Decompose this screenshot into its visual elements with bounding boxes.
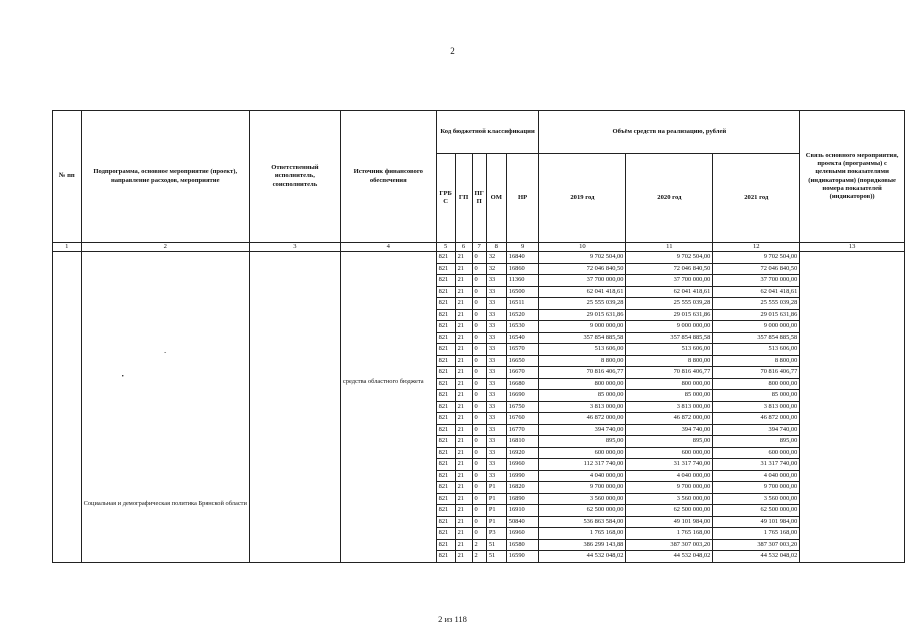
np-cell: 16530: [506, 321, 539, 333]
amount-2019-cell: 62 500 000,00: [539, 505, 626, 517]
amount-2019-cell: 3 560 000,00: [539, 493, 626, 505]
np-cell: 50840: [506, 516, 539, 528]
gp-cell: 21: [455, 263, 472, 275]
grbs-cell: 821: [436, 424, 455, 436]
col-number: 13: [800, 243, 905, 252]
om-cell: 33: [486, 321, 506, 333]
gp-cell: 21: [455, 482, 472, 494]
amount-2021-cell: 44 532 048,02: [713, 551, 800, 563]
amount-2019-cell: 4 040 000,00: [539, 470, 626, 482]
amount-2020-cell: 3 813 000,00: [626, 401, 713, 413]
gp-cell: 21: [455, 436, 472, 448]
om-cell: P1: [486, 516, 506, 528]
header-grbs: ГРБ С: [436, 154, 455, 243]
indicator-link-cell: [800, 252, 905, 563]
pgp-cell: 0: [472, 344, 486, 356]
gp-cell: 21: [455, 401, 472, 413]
grbs-cell: 821: [436, 298, 455, 310]
gp-cell: 21: [455, 355, 472, 367]
amount-2019-cell: 800 000,00: [539, 378, 626, 390]
np-cell: 16840: [506, 252, 539, 264]
grbs-cell: 821: [436, 516, 455, 528]
pgp-cell: 0: [472, 528, 486, 540]
pgp-cell: 0: [472, 459, 486, 471]
np-cell: 16750: [506, 401, 539, 413]
np-cell: 16960: [506, 459, 539, 471]
om-cell: 33: [486, 367, 506, 379]
grbs-cell: 821: [436, 459, 455, 471]
grbs-cell: 821: [436, 378, 455, 390]
np-cell: 11360: [506, 275, 539, 287]
gp-cell: 21: [455, 309, 472, 321]
amount-2020-cell: 800 000,00: [626, 378, 713, 390]
header-source: Источник финансового обеспечения: [340, 111, 436, 243]
pgp-cell: 0: [472, 424, 486, 436]
amount-2019-cell: 9 700 000,00: [539, 482, 626, 494]
amount-2020-cell: 9 702 504,00: [626, 252, 713, 264]
om-cell: 33: [486, 378, 506, 390]
program-name: Социальная и демографическая политика Брянской области: [83, 499, 247, 507]
om-cell: 33: [486, 286, 506, 298]
om-cell: 33: [486, 424, 506, 436]
amount-2021-cell: 4 040 000,00: [713, 470, 800, 482]
np-cell: 16500: [506, 286, 539, 298]
header-2019: 2019 год: [539, 154, 626, 243]
gp-cell: 21: [455, 447, 472, 459]
amount-2019-cell: 25 555 039,28: [539, 298, 626, 310]
pgp-cell: 0: [472, 286, 486, 298]
np-cell: 16680: [506, 378, 539, 390]
amount-2020-cell: 72 046 840,50: [626, 263, 713, 275]
amount-2020-cell: 513 606,00: [626, 344, 713, 356]
om-cell: 33: [486, 447, 506, 459]
header-gp: ГП: [455, 154, 472, 243]
amount-2019-cell: 3 813 000,00: [539, 401, 626, 413]
grbs-cell: 821: [436, 263, 455, 275]
grbs-cell: 821: [436, 286, 455, 298]
grbs-cell: 821: [436, 390, 455, 402]
grbs-cell: 821: [436, 252, 455, 264]
amount-2019-cell: 70 816 406,77: [539, 367, 626, 379]
col-number: 12: [713, 243, 800, 252]
amount-2021-cell: 513 606,00: [713, 344, 800, 356]
amount-2019-cell: 357 854 885,58: [539, 332, 626, 344]
gp-cell: 21: [455, 424, 472, 436]
amount-2020-cell: 9 700 000,00: [626, 482, 713, 494]
pgp-cell: 0: [472, 493, 486, 505]
grbs-cell: 821: [436, 355, 455, 367]
om-cell: 33: [486, 470, 506, 482]
table-row: [53, 252, 905, 264]
col-number: 5: [436, 243, 455, 252]
budget-table: [52, 110, 905, 563]
pgp-cell: 0: [472, 355, 486, 367]
amount-2020-cell: 46 872 000,00: [626, 413, 713, 425]
gp-cell: 21: [455, 505, 472, 517]
om-cell: 33: [486, 355, 506, 367]
amount-2020-cell: 600 000,00: [626, 447, 713, 459]
gp-cell: 21: [455, 539, 472, 551]
amount-2021-cell: 85 000,00: [713, 390, 800, 402]
pgp-cell: 0: [472, 321, 486, 333]
om-cell: P3: [486, 528, 506, 540]
amount-2021-cell: 62 500 000,00: [713, 505, 800, 517]
col-number: 8: [486, 243, 506, 252]
amount-2021-cell: 9 700 000,00: [713, 482, 800, 494]
amount-2019-cell: 394 740,00: [539, 424, 626, 436]
np-cell: 16650: [506, 355, 539, 367]
col-number: 2: [81, 243, 249, 252]
amount-2019-cell: 62 041 418,61: [539, 286, 626, 298]
source-cell: [340, 252, 436, 563]
grbs-cell: 821: [436, 505, 455, 517]
amount-2021-cell: 1 765 168,00: [713, 528, 800, 540]
amount-2021-cell: 25 555 039,28: [713, 298, 800, 310]
pgp-cell: 0: [472, 298, 486, 310]
pgp-cell: 0: [472, 378, 486, 390]
amount-2020-cell: 29 015 631,86: [626, 309, 713, 321]
om-cell: 51: [486, 539, 506, 551]
gp-cell: 21: [455, 321, 472, 333]
gp-cell: 21: [455, 551, 472, 563]
amount-2021-cell: 37 700 000,00: [713, 275, 800, 287]
amount-2020-cell: 4 040 000,00: [626, 470, 713, 482]
gp-cell: 21: [455, 390, 472, 402]
np-cell: 16920: [506, 447, 539, 459]
grbs-cell: 821: [436, 344, 455, 356]
om-cell: 32: [486, 263, 506, 275]
amount-2019-cell: 895,00: [539, 436, 626, 448]
np-cell: 16910: [506, 505, 539, 517]
executor-cell: [249, 252, 340, 563]
pgp-cell: 0: [472, 252, 486, 264]
amount-2019-cell: 8 800,00: [539, 355, 626, 367]
pgp-cell: 0: [472, 505, 486, 517]
om-cell: P1: [486, 482, 506, 494]
amount-2020-cell: 70 816 406,77: [626, 367, 713, 379]
amount-2019-cell: 85 000,00: [539, 390, 626, 402]
amount-2021-cell: 62 041 418,61: [713, 286, 800, 298]
amount-2021-cell: 46 872 000,00: [713, 413, 800, 425]
np-cell: 16570: [506, 344, 539, 356]
amount-2019-cell: 600 000,00: [539, 447, 626, 459]
gp-cell: 21: [455, 332, 472, 344]
gp-cell: 21: [455, 413, 472, 425]
header-num: № пп: [53, 111, 82, 243]
amount-2021-cell: 49 101 984,00: [713, 516, 800, 528]
amount-2021-cell: 357 854 885,58: [713, 332, 800, 344]
amount-2019-cell: 536 863 584,00: [539, 516, 626, 528]
om-cell: 33: [486, 459, 506, 471]
amount-2020-cell: 25 555 039,28: [626, 298, 713, 310]
header-amount: Объём средств на реализацию, рублей: [539, 111, 800, 154]
amount-2020-cell: 895,00: [626, 436, 713, 448]
amount-2020-cell: 387 307 003,20: [626, 539, 713, 551]
gp-cell: 21: [455, 286, 472, 298]
amount-2021-cell: 3 560 000,00: [713, 493, 800, 505]
amount-2021-cell: 70 816 406,77: [713, 367, 800, 379]
pgp-cell: 0: [472, 470, 486, 482]
amount-2019-cell: 46 872 000,00: [539, 413, 626, 425]
gp-cell: 21: [455, 470, 472, 482]
np-cell: 16690: [506, 390, 539, 402]
np-cell: 16890: [506, 493, 539, 505]
pgp-cell: 0: [472, 263, 486, 275]
amount-2020-cell: 62 500 000,00: [626, 505, 713, 517]
np-cell: 16670: [506, 367, 539, 379]
amount-2021-cell: 394 740,00: [713, 424, 800, 436]
gp-cell: 21: [455, 528, 472, 540]
om-cell: P1: [486, 493, 506, 505]
np-cell: 16860: [506, 263, 539, 275]
mark-dash: -: [164, 349, 167, 356]
pgp-cell: 2: [472, 539, 486, 551]
pgp-cell: 0: [472, 447, 486, 459]
col-number: 4: [340, 243, 436, 252]
pgp-cell: 2: [472, 551, 486, 563]
amount-2020-cell: 85 000,00: [626, 390, 713, 402]
pgp-cell: 0: [472, 401, 486, 413]
pgp-cell: 0: [472, 332, 486, 344]
amount-2021-cell: 3 813 000,00: [713, 401, 800, 413]
amount-2019-cell: 29 015 631,86: [539, 309, 626, 321]
col-number: 11: [626, 243, 713, 252]
amount-2019-cell: 386 299 143,88: [539, 539, 626, 551]
amount-2021-cell: 31 317 740,00: [713, 459, 800, 471]
amount-2020-cell: 3 560 000,00: [626, 493, 713, 505]
np-cell: 16960: [506, 528, 539, 540]
amount-2021-cell: 8 800,00: [713, 355, 800, 367]
om-cell: 33: [486, 309, 506, 321]
om-cell: 33: [486, 344, 506, 356]
pgp-cell: 0: [472, 482, 486, 494]
grbs-cell: 821: [436, 447, 455, 459]
amount-2019-cell: 1 765 168,00: [539, 528, 626, 540]
pgp-cell: 0: [472, 390, 486, 402]
grbs-cell: 821: [436, 551, 455, 563]
amount-2021-cell: 600 000,00: [713, 447, 800, 459]
header-indicator-link: Связь основного мероприятия, проекта (программы) с целевыми показателями (индикаторами) (порядковые номера показателей (индикаторов)): [800, 111, 905, 243]
grbs-cell: 821: [436, 309, 455, 321]
om-cell: 32: [486, 252, 506, 264]
amount-2021-cell: 800 000,00: [713, 378, 800, 390]
om-cell: 33: [486, 436, 506, 448]
source-name: средства областного бюджета: [342, 378, 424, 385]
amount-2019-cell: 112 317 740,00: [539, 459, 626, 471]
grbs-cell: 821: [436, 539, 455, 551]
np-cell: 16540: [506, 332, 539, 344]
om-cell: P1: [486, 505, 506, 517]
gp-cell: 21: [455, 516, 472, 528]
column-number-row: [53, 243, 905, 252]
grbs-cell: 821: [436, 470, 455, 482]
np-cell: 16820: [506, 482, 539, 494]
amount-2021-cell: 895,00: [713, 436, 800, 448]
np-cell: 16810: [506, 436, 539, 448]
col-number: 7: [472, 243, 486, 252]
row-num-cell: [53, 252, 82, 563]
amount-2019-cell: 513 606,00: [539, 344, 626, 356]
grbs-cell: 821: [436, 275, 455, 287]
om-cell: 33: [486, 332, 506, 344]
np-cell: 16590: [506, 551, 539, 563]
amount-2020-cell: 49 101 984,00: [626, 516, 713, 528]
grbs-cell: 821: [436, 493, 455, 505]
amount-2019-cell: 37 700 000,00: [539, 275, 626, 287]
om-cell: 33: [486, 390, 506, 402]
amount-2019-cell: 72 046 840,50: [539, 263, 626, 275]
amount-2021-cell: 29 015 631,86: [713, 309, 800, 321]
col-number: 9: [506, 243, 539, 252]
amount-2019-cell: 9 702 504,00: [539, 252, 626, 264]
np-cell: 16760: [506, 413, 539, 425]
grbs-cell: 821: [436, 413, 455, 425]
amount-2020-cell: 394 740,00: [626, 424, 713, 436]
amount-2021-cell: 9 702 504,00: [713, 252, 800, 264]
om-cell: 51: [486, 551, 506, 563]
om-cell: 33: [486, 298, 506, 310]
gp-cell: 21: [455, 493, 472, 505]
grbs-cell: 821: [436, 332, 455, 344]
header-om: ОМ: [486, 154, 506, 243]
col-number: 1: [53, 243, 82, 252]
gp-cell: 21: [455, 459, 472, 471]
om-cell: 33: [486, 413, 506, 425]
header-pgp: ПГ П: [472, 154, 486, 243]
gp-cell: 21: [455, 275, 472, 287]
pgp-cell: 0: [472, 516, 486, 528]
gp-cell: 21: [455, 298, 472, 310]
table-body: [53, 252, 905, 563]
grbs-cell: 821: [436, 321, 455, 333]
amount-2021-cell: 387 307 003,20: [713, 539, 800, 551]
om-cell: 33: [486, 401, 506, 413]
page-number: 2: [450, 46, 455, 56]
np-cell: 16580: [506, 539, 539, 551]
col-number: 6: [455, 243, 472, 252]
pgp-cell: 0: [472, 275, 486, 287]
amount-2019-cell: 9 000 000,00: [539, 321, 626, 333]
amount-2020-cell: 1 765 168,00: [626, 528, 713, 540]
pgp-cell: 0: [472, 436, 486, 448]
om-cell: 33: [486, 275, 506, 287]
header-program: Подпрограмма, основное мероприятие (проект), направление расходов, мероприятие: [81, 111, 249, 243]
amount-2021-cell: 72 046 840,50: [713, 263, 800, 275]
amount-2020-cell: 8 800,00: [626, 355, 713, 367]
np-cell: 16990: [506, 470, 539, 482]
header-budget-code: Код бюджетной классификации: [436, 111, 539, 154]
grbs-cell: 821: [436, 401, 455, 413]
header-2020: 2020 год: [626, 154, 713, 243]
amount-2020-cell: 31 317 740,00: [626, 459, 713, 471]
page-footer: 2 из 118: [438, 614, 467, 624]
header-executor: Ответственный исполнитель, соисполнитель: [249, 111, 340, 243]
amount-2021-cell: 9 000 000,00: [713, 321, 800, 333]
amount-2020-cell: 357 854 885,58: [626, 332, 713, 344]
np-cell: 16770: [506, 424, 539, 436]
pgp-cell: 0: [472, 413, 486, 425]
amount-2020-cell: 62 041 418,61: [626, 286, 713, 298]
amount-2020-cell: 37 700 000,00: [626, 275, 713, 287]
header-2021: 2021 год: [713, 154, 800, 243]
header-np: НР: [506, 154, 539, 243]
gp-cell: 21: [455, 367, 472, 379]
amount-2019-cell: 44 532 048,02: [539, 551, 626, 563]
pgp-cell: 0: [472, 309, 486, 321]
grbs-cell: 821: [436, 482, 455, 494]
grbs-cell: 821: [436, 367, 455, 379]
amount-2020-cell: 44 532 048,02: [626, 551, 713, 563]
mark-bullet: •: [121, 373, 124, 381]
program-cell: [81, 252, 249, 563]
gp-cell: 21: [455, 252, 472, 264]
np-cell: 16511: [506, 298, 539, 310]
col-number: 10: [539, 243, 626, 252]
col-number: 3: [249, 243, 340, 252]
gp-cell: 21: [455, 378, 472, 390]
gp-cell: 21: [455, 344, 472, 356]
grbs-cell: 821: [436, 436, 455, 448]
np-cell: 16520: [506, 309, 539, 321]
amount-2020-cell: 9 000 000,00: [626, 321, 713, 333]
grbs-cell: 821: [436, 528, 455, 540]
pgp-cell: 0: [472, 367, 486, 379]
